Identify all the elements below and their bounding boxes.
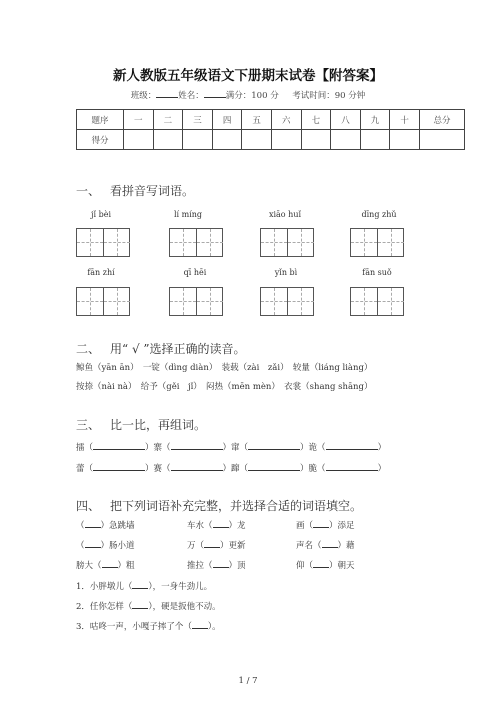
idiom-item: （ ）肠小道 [76, 541, 135, 551]
pinyin-label: fān zhí [87, 268, 115, 277]
answer-blank[interactable] [204, 539, 220, 548]
section-title: 看拼音写词语。 [110, 184, 195, 198]
exam-info [0, 89, 496, 101]
writing-grid[interactable] [350, 228, 404, 257]
answer-blank[interactable] [313, 519, 329, 528]
answer-blank[interactable] [248, 441, 300, 450]
section-title: 把下列词语补充完整，并选择合适的词语填空。 [110, 499, 363, 513]
score-cell[interactable] [301, 130, 331, 150]
writing-grid[interactable] [169, 228, 223, 257]
fill-question: 1．小胖墩儿（ ），一身牛劲儿。 [76, 582, 213, 592]
pinyin-label: lí míng [173, 210, 203, 219]
compare-row [76, 462, 386, 474]
score-cell[interactable] [212, 130, 242, 150]
section-title: 用“ √ ”选择正确的读音。 [110, 342, 246, 356]
idiom-item: 仰（ ）朝天 [296, 561, 355, 571]
reading-choice-line[interactable]: 按捺（nài nà） 给予（gěi jǐ） 闷热（mēn mèn） 衣裳（shang shāng） [76, 382, 373, 392]
score-cell[interactable] [183, 130, 213, 150]
answer-blank[interactable] [132, 600, 148, 609]
table-header-cell: 一 [124, 110, 154, 130]
score-cell[interactable] [271, 130, 301, 150]
table-header-cell: 题序 [77, 110, 124, 130]
class-label: 班级： [130, 91, 157, 101]
section-number: 一、 [76, 184, 101, 198]
score-table-header [77, 110, 465, 130]
score-cell[interactable] [420, 130, 465, 150]
writing-grid[interactable] [350, 287, 404, 316]
time-label: 考试时间：90 分钟 [292, 91, 366, 101]
score-cell[interactable] [331, 130, 361, 150]
score-table [76, 109, 465, 150]
section-title: 比一比，再组词。 [110, 418, 207, 432]
table-header-cell: 总分 [420, 110, 465, 130]
score-cell[interactable] [390, 130, 420, 150]
answer-blank[interactable] [326, 441, 378, 450]
answer-blank[interactable] [102, 559, 118, 568]
answer-blank[interactable] [132, 580, 148, 589]
section-number: 二、 [76, 342, 101, 356]
answer-blank[interactable] [171, 462, 223, 471]
idiom-item: 声名（ ）藉 [296, 541, 355, 551]
table-header-cell: 三 [183, 110, 213, 130]
name-blank [204, 89, 226, 98]
page-number: 1 / 7 [238, 676, 258, 686]
idiom-item: 推拉（ ）顶 [187, 561, 246, 571]
fill-question: 2．任你怎样（ ），硬是扳他不动。 [76, 602, 221, 612]
idiom-item: 膀大（ ）粗 [76, 561, 135, 571]
pinyin-label: qī hēi [183, 268, 207, 277]
section-number: 四、 [76, 499, 101, 513]
score-table-row [77, 130, 465, 150]
score-label: 满分：100 分 [225, 91, 279, 101]
pinyin-label: xiāo huǐ [268, 210, 302, 219]
char-label: ）脆（ [300, 464, 326, 474]
page-title: 新人教版五年级语文下册期末试卷【附答案】 [113, 68, 383, 84]
fill-question: 3．咕咚一声，小嘎子摔了个（ ）。 [76, 622, 221, 632]
writing-grid[interactable] [169, 287, 223, 316]
writing-grid[interactable] [260, 287, 314, 316]
section-1-heading [76, 182, 194, 199]
name-label: 姓名： [178, 91, 204, 101]
answer-blank[interactable] [85, 519, 101, 528]
char-label: ）窜（ [222, 443, 249, 453]
score-row-label: 得分 [77, 130, 124, 150]
answer-blank[interactable] [93, 462, 145, 471]
pinyin-label: jǐ bèi [91, 210, 111, 219]
table-header-cell: 六 [271, 110, 301, 130]
char-label: ） [377, 464, 387, 474]
writing-grid[interactable] [76, 228, 130, 257]
answer-blank[interactable] [213, 519, 229, 528]
idiom-item: 车水（ ）龙 [187, 521, 246, 531]
answer-blank[interactable] [93, 441, 145, 450]
answer-blank[interactable] [85, 539, 101, 548]
answer-blank[interactable] [313, 559, 329, 568]
writing-grid[interactable] [260, 228, 314, 257]
answer-blank[interactable] [326, 462, 378, 471]
pinyin-label: yǐn bì [274, 268, 298, 277]
pinyin-label: dīng zhǔ [361, 210, 397, 219]
table-header-cell: 五 [242, 110, 272, 130]
idiom-item: 画（ ）添足 [296, 521, 355, 531]
writing-grid[interactable] [76, 287, 130, 316]
section-2-heading [76, 340, 246, 357]
answer-blank[interactable] [171, 441, 223, 450]
score-cell[interactable] [360, 130, 390, 150]
reading-choice-line[interactable]: 鲸鱼（yān ān） 一锭（dìng diàn） 装载（zài zǎi） 较量（liáng liàng） [76, 363, 373, 373]
class-blank [156, 89, 178, 98]
compare-row [76, 441, 386, 453]
table-header-cell: 十 [390, 110, 420, 130]
answer-blank[interactable] [213, 559, 229, 568]
char-label: ）赛（ [145, 464, 171, 474]
answer-blank[interactable] [322, 539, 338, 548]
table-header-cell: 四 [212, 110, 242, 130]
char-label: 擂（ [76, 443, 94, 453]
section-number: 三、 [76, 418, 101, 432]
char-label: ）寨（ [145, 443, 171, 453]
section-4-heading [76, 497, 362, 514]
score-cell[interactable] [153, 130, 183, 150]
char-label: ）蹿（ [222, 464, 249, 474]
score-cell[interactable] [242, 130, 272, 150]
table-header-cell: 八 [331, 110, 361, 130]
char-label: 蕾（ [76, 464, 94, 474]
table-header-cell: 二 [153, 110, 183, 130]
answer-blank[interactable] [192, 620, 208, 629]
char-label: ） [377, 443, 387, 453]
answer-blank[interactable] [248, 462, 300, 471]
table-header-cell: 七 [301, 110, 331, 130]
pinyin-label: fān suǒ [362, 268, 392, 277]
score-cell[interactable] [124, 130, 154, 150]
section-3-heading [76, 416, 206, 433]
idiom-item: （ ）急跳墙 [76, 521, 135, 531]
char-label: ）诡（ [300, 443, 326, 453]
idiom-item: 万（ ）更新 [187, 541, 246, 551]
table-header-cell: 九 [360, 110, 390, 130]
